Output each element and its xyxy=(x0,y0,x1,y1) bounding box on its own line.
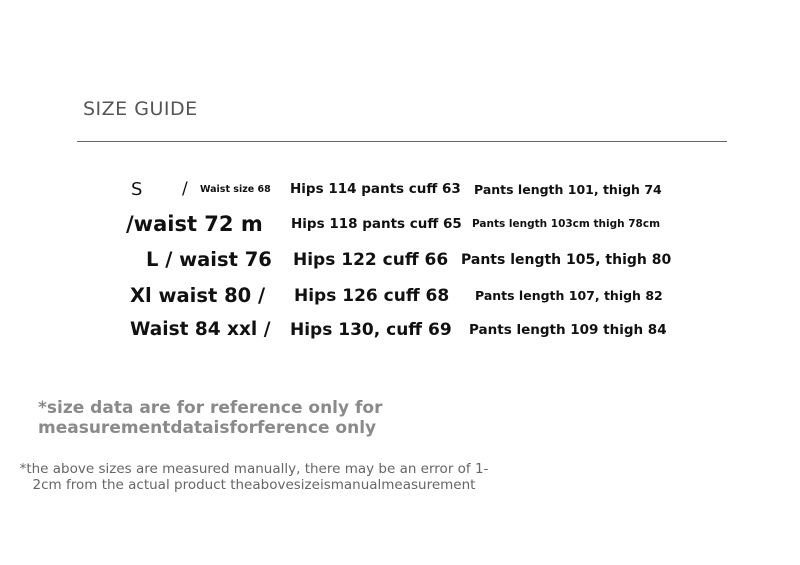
length-value: Pants length 107, thigh 82 xyxy=(475,288,663,303)
size-label-xl: Xl waist 80 / xyxy=(130,284,266,307)
measurement-note-line: *the above sizes are measured manually, there may be an error of 1- xyxy=(19,461,489,477)
page-title: SIZE GUIDE xyxy=(83,98,198,120)
hips-value: Hips 122 cuff 66 xyxy=(293,250,449,270)
hips-value: Hips 114 pants cuff 63 xyxy=(290,181,461,197)
size-label-l: L / waist 76 xyxy=(146,248,272,271)
reference-note-line: *size data are for reference only for xyxy=(38,398,383,418)
reference-note xyxy=(38,398,438,438)
hips-value: Hips 130, cuff 69 xyxy=(290,320,452,340)
size-label-xxl: Waist 84 xxl / xyxy=(130,319,271,340)
length-value: Pants length 103cm thigh 78cm xyxy=(472,218,661,230)
waist-value: Waist size 68 xyxy=(200,184,271,195)
size-slash: / xyxy=(182,179,188,199)
size-label-s: S xyxy=(131,179,143,200)
measurement-note-line: 2cm from the actual product theabovesizeismanualmeasurement xyxy=(32,477,476,493)
hips-value: Hips 126 cuff 68 xyxy=(294,286,450,306)
length-value: Pants length 109 thigh 84 xyxy=(469,322,667,338)
size-label-m: /waist 72 m xyxy=(126,212,263,236)
length-value: Pants length 101, thigh 74 xyxy=(474,182,662,197)
length-value: Pants length 105, thigh 80 xyxy=(461,252,672,268)
measurement-note xyxy=(14,461,494,493)
title-divider xyxy=(77,141,727,142)
hips-value: Hips 118 pants cuff 65 xyxy=(291,216,462,232)
reference-note-line: measurementdataisforference only xyxy=(38,418,377,438)
